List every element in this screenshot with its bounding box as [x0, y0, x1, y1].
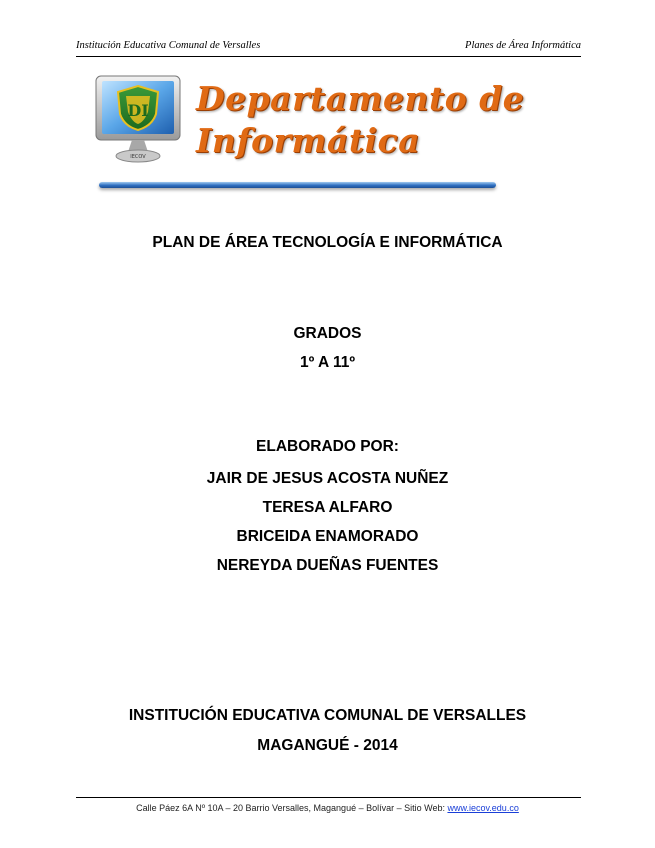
footer-divider: [76, 797, 581, 798]
grades-range: 1º A 11º: [300, 354, 355, 371]
grades-label: GRADOS: [293, 325, 362, 342]
place-year: MAGANGUÉ - 2014: [257, 737, 398, 754]
header-section: Planes de Área Informática: [465, 40, 581, 51]
page-header: [76, 40, 581, 57]
plan-title: PLAN DE ÁREA TECNOLOGÍA E INFORMÁTICA: [152, 234, 503, 251]
website-link[interactable]: www.iecov.edu.co: [447, 803, 519, 813]
department-title-line1: Departamento de: [196, 79, 525, 118]
monitor-logo-icon: [92, 72, 184, 168]
department-title-line2: Informática: [196, 121, 421, 160]
author-item: NEREYDA DUEÑAS FUENTES: [216, 557, 439, 574]
monitor-label: IECOV: [130, 154, 146, 160]
svg-text:DI: DI: [127, 101, 149, 120]
author-item: TERESA ALFARO: [262, 499, 393, 516]
department-title: [196, 78, 524, 162]
author-item: JAIR DE JESUS ACOSTA NUÑEZ: [206, 470, 449, 487]
institution-name: INSTITUCIÓN EDUCATIVA COMUNAL DE VERSALLES: [128, 707, 527, 724]
footer-address: Calle Páez 6A Nº 10A – 20 Barrio Versalles, Magangué – Bolívar – Sitio Web:: [136, 803, 448, 813]
header-institution: Institución Educativa Comunal de Versalles: [76, 40, 261, 51]
blue-divider: [99, 182, 496, 188]
page-footer: [0, 803, 655, 813]
department-logo: [92, 72, 525, 194]
author-item: BRICEIDA ENAMORADO: [236, 528, 419, 545]
authors-label: ELABORADO POR:: [256, 438, 399, 455]
